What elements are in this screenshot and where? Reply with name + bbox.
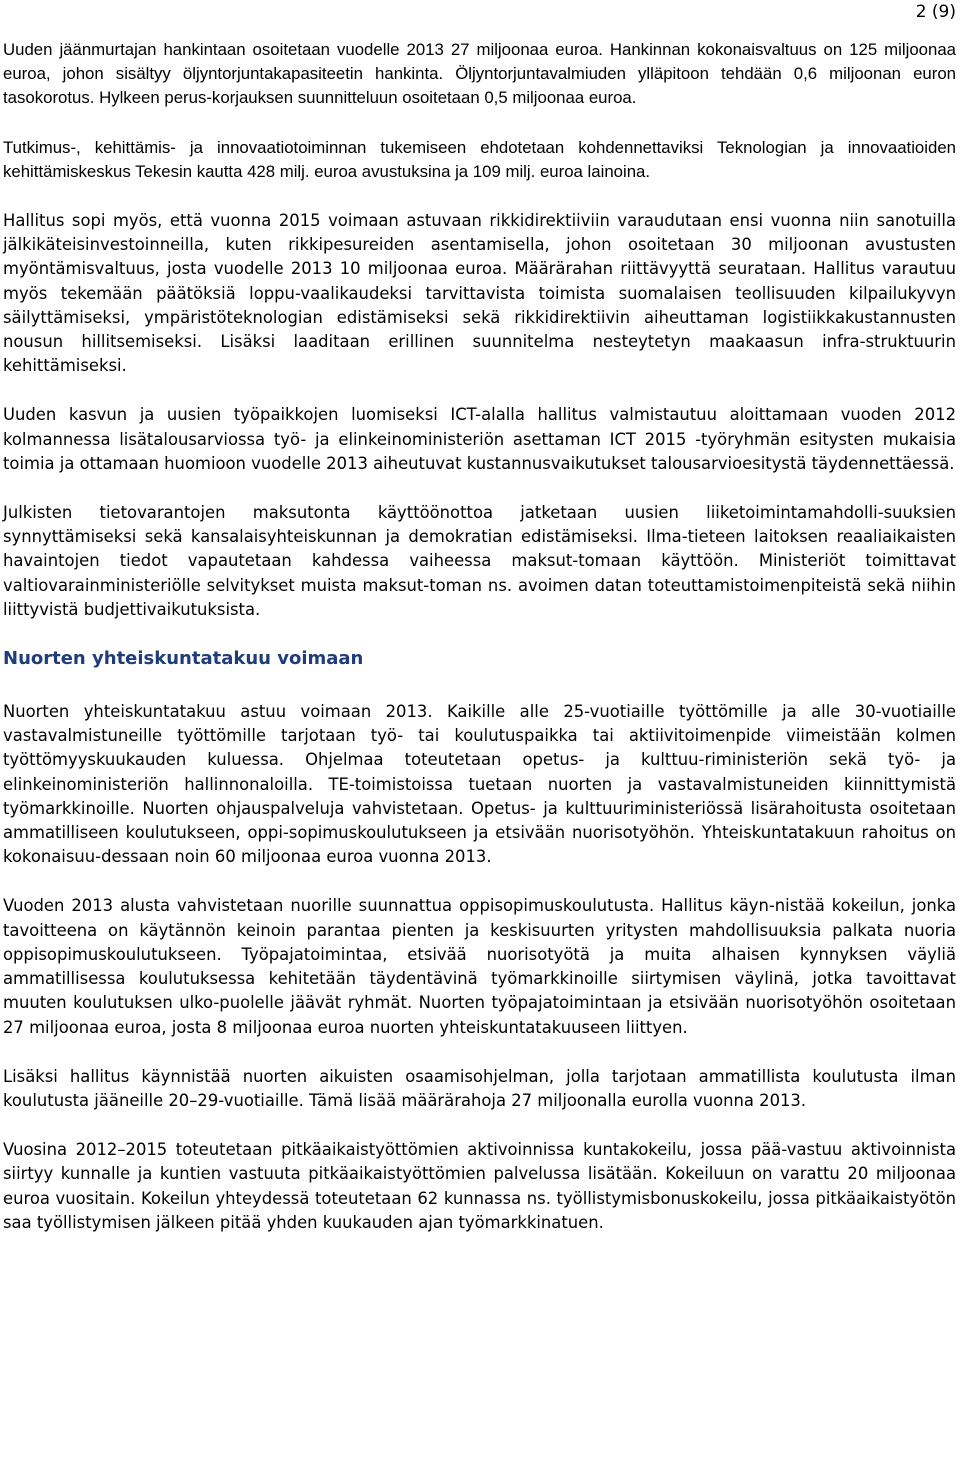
paragraph-youth-guarantee: Nuorten yhteiskuntatakuu astuu voimaan 2013. Kaikille alle 25-vuotiaille työttömille ja alle 30-vuotiaille vastavalmistuneille työttömille tarjotaan työ- tai koulutuspaikka tai aktiivitoimenpide viimeistään kolmen työttömyyskuukauden kuluessa. Ohjelmaa toteutetaan opetus- ja kulttuu-riministeriön sekä työ- ja elinkeinoministeriön hallinnonaloilla. TE-toimistoissa tuetaan nuorten ja vastavalmistuneiden kiinnittymistä työmarkkinoille. Nuorten ohjauspalveluja vahvistetaan. Opetus- ja kulttuuriministeriössä lisärahoitusta osoitetaan ammatilliseen koulutukseen, oppi-sopimuskoulutukseen ja etsivään nuorisotyöhön. Yhteiskuntatakuun rahoitus on kokonaisuu-dessaan noin 60 miljoonaa euroa vuonna 2013.: [3, 702, 956, 867]
paragraph-young-adults-skills: Lisäksi hallitus käynnistää nuorten aikuisten osaamisohjelman, jolla tarjotaan ammatillista koulutusta ilman koulutusta jääneille 20–29-vuotiaille. Tämä lisää määrärahoja 27 miljoonalla eurolla vuonna 2013.: [3, 1066, 956, 1110]
page-number: 2 (9): [915, 2, 956, 22]
paragraph-icebreaker: Uuden jäänmurtajan hankintaan osoitetaan vuodelle 2013 27 miljoonaa euroa. Hankinnan kokonaisvaltuus on 125 miljoonaa euroa, johon sisältyy öljyntorjuntakapasiteetin hankinta. Öljyntorjuntavalmiuden ylläpitoon tehdään 0,6 miljoonan euron tasokorotus. Hylkeen perus-korjauksen suunnitteluun osoitetaan 0,5 miljoonaa euroa.: [3, 40, 956, 108]
paragraph-sulphur-directive: Hallitus sopi myös, että vuonna 2015 voimaan astuvaan rikkidirektiiviin varaudutaan ensi vuonna niin sanotuilla jälkikäteisinvestoinneilla, kuten rikkipesureiden asentamisella, johon osoitetaan 30 miljoonan avustusten myöntämisvaltuus, josta vuodelle 2013 10 miljoonaa euroa. Määrärahan riittävyyttä seurataan. Hallitus varautuu myös tekemään päätöksiä loppu-vaalikaudeksi tarvittavista toimista suomalaisen teollisuuden kilpailukyvyn säilyttämiseksi, ympäristöteknologian edistämiseksi sekä rikkidirektiivin aiheuttaman logistiikkakustannusten nousun hillitsemiseksi. Lisäksi laaditaan erillinen suunnitelma nesteytetyn maakaasun infra-struktuurin kehittämiseksi.: [3, 211, 956, 376]
paragraph-research-funding: Tutkimus-, kehittämis- ja innovaatiotoiminnan tukemiseen ehdotetaan kohdennettaviksi Teknologian ja innovaatioiden kehittämiskeskus Tekesin kautta 428 milj. euroa avustuksina ja 109 milj. euroa lainoina.: [3, 137, 956, 181]
document-body: [3, 38, 956, 1260]
paragraph-apprenticeship: Vuoden 2013 alusta vahvistetaan nuorille suunnattua oppisopimuskoulutusta. Hallitus käyn-nistää kokeilun, jonka tavoitteena on käytännön keinoin parantaa pienten ja keskisuurten yritysten mahdollisuuksia palkata nuoria oppisopimuskoulutukseen. Työpajatoimintaa, etsivää nuorisotyötä ja muita alhaisen kynnyksen väyliä ammatillisessa koulutuksessa kehitetään täydentävinä työmarkkinoille siirtymisen väylinä, jotka tavoittavat muuten koulutuksen ulko-puolelle jäävät ryhmät. Nuorten työpajatoimintaan ja etsivään nuorisotyöhön osoitetaan 27 miljoonaa euroa, josta 8 miljoonaa euroa nuorten yhteiskuntatakuuseen liittyen.: [3, 896, 956, 1037]
section-heading: Nuorten yhteiskuntatakuu voimaan: [3, 648, 364, 670]
paragraph-open-data: Julkisten tietovarantojen maksutonta käyttöönottoa jatketaan uusien liiketoimintamahdolli-suuksien synnyttämiseksi sekä kansalaisyhteiskunnan ja demokratian edistämiseksi. Ilma-tieteen laitoksen reaaliaikaisten havaintojen tiedot vapautetaan kahdessa vaiheessa maksut-tomaan käyttöön. Ministeriöt toimittavat valtiovarainministeriölle selvitykset muista maksut-toman ns. avoimen datan toteuttamistoimenpiteistä sekä niihin liittyvistä budjettivaikutuksista.: [3, 503, 956, 619]
paragraph-ict-growth: Uuden kasvun ja uusien työpaikkojen luomiseksi ICT-alalla hallitus valmistautuu aloittamaan vuoden 2012 kolmannessa lisätalousarviossa työ- ja elinkeinoministeriön asettaman ICT 2015 -työryhmän esitysten mukaisia toimia ja ottamaan huomioon vuodelle 2013 aiheutuvat kustannusvaikutukset talousarvioesitystä täydennettäessä.: [3, 405, 956, 473]
paragraph-municipal-trial: Vuosina 2012–2015 toteutetaan pitkäaikaistyöttömien aktivoinnissa kuntakokeilu, jossa pää-vastuu aktivoinnista siirtyy kunnalle ja kuntien vastuuta pitkäaikaistyöttömien palvelussa lisätään. Kokeiluun on varattu 20 miljoonaa euroa vuositain. Kokeilun yhteydessä toteutetaan 62 kunnassa ns. työllistymisbonuskokeilu, jossa pitkäaikaistyötön saa työllistymisen jälkeen pitää yhden kuukauden ajan työmarkkinatuen.: [3, 1140, 956, 1232]
